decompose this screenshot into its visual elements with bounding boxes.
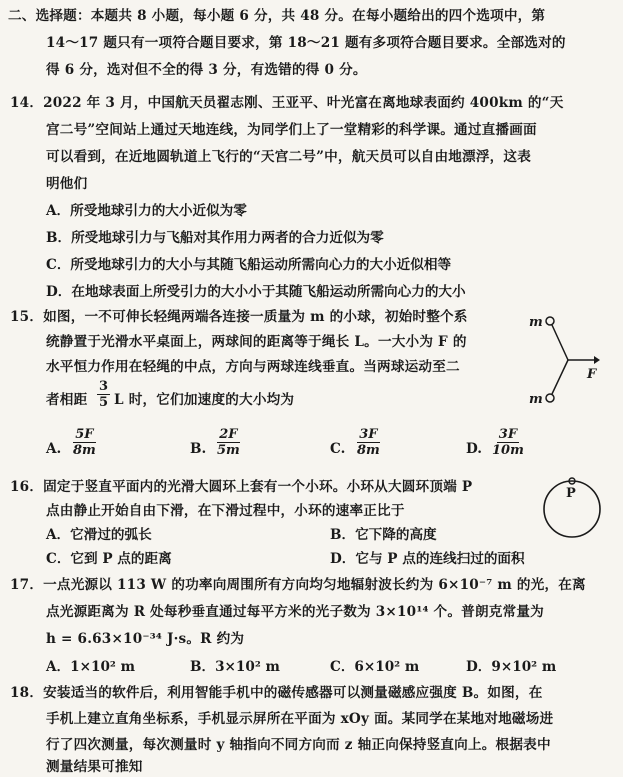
q15-option-d-fraction [492,427,524,458]
q15-option-a-num: 5F [75,427,94,442]
q18-stem-line-2: 手机上建立直角坐标系，手机显示屏所在平面为 xOy 面。某同学在某地对地磁场进 [46,711,554,727]
section-header-line-3: 得 6 分，选对但不全的得 3 分，有选错的得 0 分。 [46,62,367,78]
q15-option-d-num: 3F [498,427,518,442]
q15-option-b-den: 5m [217,443,240,458]
q14-option-c: C．所受地球引力的大小与其随飞船运动所需向心力的大小近似相等 [46,257,452,273]
q15-stem-line-4-pre: 者相距 [46,392,88,408]
q15-option-c-letter: C. [330,441,346,457]
q16-stem-line-2: 点由静止开始自由下滑，在下滑过程中，小环的速率正比于 [46,503,405,519]
q15-fraction-denominator: 5 [99,395,109,410]
q15-option-c-den: 8m [357,443,380,458]
q17-option-c: C．6×10² m [330,659,420,675]
q15-figure-label-force: F [587,367,597,382]
q15-ball-bottom [546,394,554,402]
q15-option-c-num: 3F [359,427,378,442]
q14-stem-line-2: 宫二号”空间站上通过天地连线，为同学们上了一堂精彩的科学课。通过直播画面 [46,122,537,138]
q15-option-a-den: 8m [73,443,96,458]
q15-stem-line-3: 水平恒力作用在轻绳的中点，方向与两球连线垂直。当两球运动至二 [46,359,460,375]
q15-rope-figure [540,312,600,412]
q16-stem-line-1: 16．固定于竖直平面内的光滑大圆环上套有一个小环。小环从大圆环顶端 P [10,479,473,495]
q15-stem-line-2: 统静置于光滑水平桌面上，两球间的距离等于绳长 L。一大小为 F 的 [46,334,467,350]
q17-stem-line-1: 17．一点光源以 113 W 的功率向周围所有方向均匀地辐射波长约为 6×10⁻⁷ m 的光，在离 [10,577,586,593]
q15-option-a-fraction [73,427,96,458]
q16-option-d: D．它与 P 点的连线扫过的面积 [330,551,525,567]
q15-stem-line-1: 15．如图，一不可伸长轻绳两端各连接一质量为 m 的小球，初始时整个系 [10,309,468,325]
q14-stem-line-1: 14．2022 年 3 月，中国航天员翟志刚、王亚平、叶光富在离地球表面约 400km 的“天 [10,95,564,111]
section-header-line-1: 二、选择题：本题共 8 小题，每小题 6 分，共 48 分。在每小题给出的四个选项中，第 [8,8,546,24]
q18-stem-line-1: 18．安装适当的软件后，利用智能手机中的磁传感器可以测量磁感应强度 B。如图，在 [10,685,543,701]
q15-option-a-letter: A. [46,441,62,457]
q17-option-b: B．3×10² m [190,659,280,675]
q14-option-d: D．在地球表面上所受引力的大小小于其随飞船运动所需向心力的大小 [46,284,466,300]
q16-ring-figure [540,474,604,538]
q16-option-c: C．它到 P 点的距离 [46,551,172,567]
q15-fraction-numerator: 3 [99,379,109,394]
q17-option-d: D．9×10² m [466,659,557,675]
q18-stem-line-4: 测量结果可推知 [46,759,143,775]
q16-option-a: A．它滑过的弧长 [46,527,152,543]
q15-rope-upper [552,325,568,360]
q14-stem-line-4: 明他们 [46,176,88,192]
q15-option-b-num: 2F [219,427,238,442]
q15-rope-lower [552,360,568,394]
q15-figure-label-m-top: m [529,315,543,330]
q15-option-b-fraction [217,427,240,458]
q16-figure-label-p: P [566,486,576,501]
q16-option-b: B．它下降的高度 [330,527,437,543]
q17-option-a: A．1×10² m [46,659,135,675]
q17-stem-line-3: h = 6.63×10⁻³⁴ J·s。R 约为 [46,631,245,647]
q15-force-arrowhead [594,356,600,364]
q14-option-a: A．所受地球引力的大小近似为零 [46,203,247,219]
q14-option-b: B．所受地球引力与飞船对其作用力两者的合力近似为零 [46,230,384,246]
q18-stem-line-3: 行了四次测量，每次测量时 y 轴指向不同方向而 z 轴正向保持竖直向上。根据表中 [46,737,551,753]
q15-fraction-three-fifths [97,379,110,410]
section-header-line-2: 14～17 题只有一项符合题目要求，第 18～21 题有多项符合题目要求。全部选对的 [46,35,566,51]
q14-stem-line-3: 可以看到，在近地圆轨道上飞行的“天宫二号”中，航天员可以自由地漂浮，这表 [46,149,532,165]
q15-ball-top [546,317,554,325]
q15-figure-label-m-bottom: m [529,392,543,407]
q15-stem-line-4-post: L 时，它们加速度的大小均为 [114,392,295,408]
q17-stem-line-2: 点光源距离为 R 处每秒垂直通过每平方米的光子数为 3×10¹⁴ 个。普朗克常量为 [46,604,544,620]
q15-option-c-fraction [357,427,380,458]
q15-option-d-letter: D. [466,441,483,457]
q15-option-d-den: 10m [492,443,524,458]
q15-option-b-letter: B. [190,441,207,457]
